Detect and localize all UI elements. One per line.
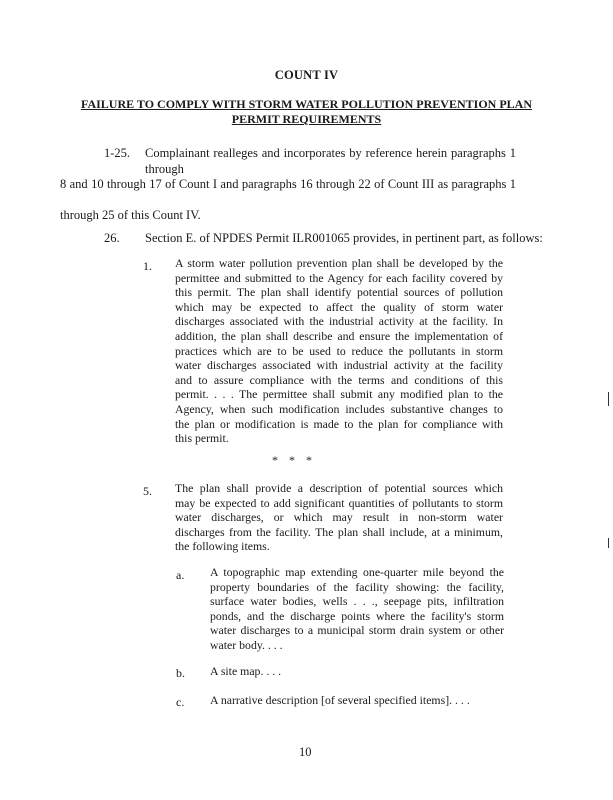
sub-b-text: A site map. . . . (210, 664, 282, 678)
paragraph-25-line-2: 8 and 10 through 17 of Count I and paragraphs 16 through 22 of Count III as paragraphs 1 (60, 177, 516, 191)
scan-mark (608, 392, 609, 406)
item-1-line: addition, the plan shall describe and ensure the implementation of (175, 328, 503, 343)
item-1-line: water discharges associated with industrial activity at the facility (175, 358, 503, 373)
sub-a-line: surface water bodies, wells . . ., seepage pits, infiltration (210, 594, 504, 609)
sub-a-line: property boundaries of the facility showing: the facility, (210, 579, 504, 594)
page-number: 10 (299, 745, 312, 759)
heading-line-1: FAILURE TO COMPLY WITH STORM WATER POLLUTION PREVENTION PLAN (81, 97, 532, 111)
paragraph-25-line-1: Complainant realleges and incorporates by reference herein paragraphs 1 through (145, 146, 516, 176)
item-1-number: 1. (143, 259, 152, 273)
sub-a-line: A topographic map extending one-quarter mile beyond the (210, 565, 504, 579)
sub-a-letter: a. (176, 568, 185, 582)
count-title: COUNT IV (274, 68, 339, 82)
paragraph-26-number: 26. (104, 231, 120, 245)
scan-mark (608, 538, 609, 548)
sub-a-text (210, 565, 504, 653)
item-1-line: A storm water pollution prevention plan shall be developed by the (175, 256, 503, 270)
item-1-line: this permit. (175, 431, 229, 446)
paragraph-25-line-3: through 25 of this Count IV. (60, 208, 201, 222)
item-5-line: the following items. (175, 539, 270, 554)
item-1-line: Agency, when such modification includes substantive changes to (175, 401, 503, 416)
item-1-line: permittee and submitted to the Agency for each facility covered by (175, 270, 503, 285)
paragraph-26-text: Section E. of NPDES Permit ILR001065 provides, in pertinent part, as follows: (145, 231, 543, 245)
item-5-number: 5. (143, 484, 152, 498)
item-1-line: practices which are to be used to reduce the pollutants in storm (175, 343, 503, 358)
sub-a-line: ponds, and the discharge points where the facility's storm (210, 608, 504, 623)
item-1-text (175, 256, 503, 446)
item-5-line: discharges from the facility. The plan shall include, at a minimum, (175, 524, 503, 539)
paragraph-25-number: 1-25. (104, 146, 131, 160)
item-5-text (175, 481, 503, 554)
sub-c-text: A narrative description [of several specified items]. . . . (210, 693, 470, 707)
item-1-line: discharges associated with the industrial activity at the facility. In (175, 314, 503, 329)
item-1-line: this permit. The plan shall identify potential sources of pollution (175, 285, 503, 300)
item-1-line: and to assure compliance with the terms and conditions of this (175, 372, 503, 387)
item-5-line: may be expected to add significant quantities of pollutants to storm (175, 495, 503, 510)
item-1-line: permit. . . . The permittee shall submit any modified plan to the (175, 387, 503, 402)
sub-c-letter: c. (176, 695, 185, 709)
item-1-line: the plan or modification is made to the plan for compliance with (175, 416, 503, 431)
item-5-line: The plan shall provide a description of potential sources which (175, 481, 503, 495)
sub-a-line: water body. . . . (210, 637, 283, 652)
sub-b-letter: b. (176, 666, 185, 680)
section-heading (40, 97, 573, 127)
item-5-line: water discharges, or which may result in non-storm water (175, 510, 503, 525)
ellipsis-separator: * * * (272, 453, 316, 467)
item-1-line: which may be expected to affect the quality of storm water (175, 299, 503, 314)
sub-a-line: water discharges to a municipal storm drain system or other (210, 623, 504, 638)
heading-line-2: PERMIT REQUIREMENTS (231, 112, 382, 126)
